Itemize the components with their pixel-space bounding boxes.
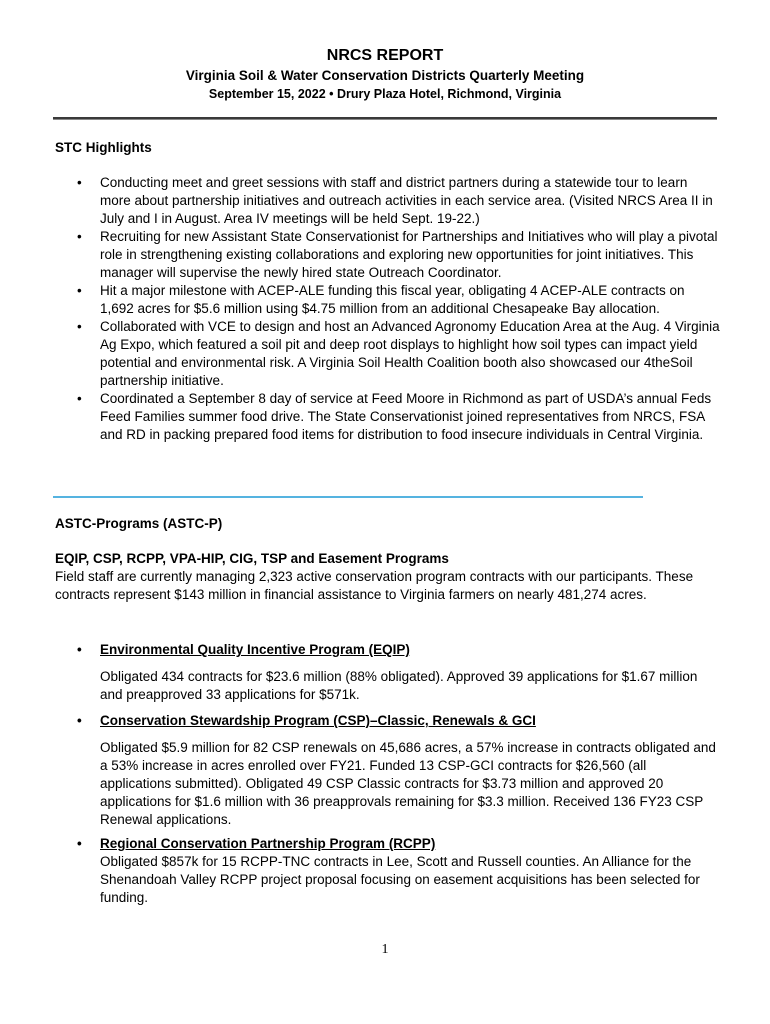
report-title: NRCS REPORT [326, 47, 444, 64]
bullet-icon: • [77, 283, 82, 298]
program-title [55, 641, 720, 659]
list-item-text: Hit a major milestone with ACEP-ALE funding this fiscal year, obligating 4 ACEP-ALE contracts on 1,692 acres for $5.6 million using $4.75 million from an additional Chesapeake Bay allocation. [100, 283, 685, 316]
bullet-icon: • [77, 642, 82, 657]
header-divider-shadow [53, 119, 717, 120]
program-csp [55, 712, 720, 829]
program-text: Obligated 434 contracts for $23.6 million (88% obligated). Approved 39 applications for $1.67 million and preapproved 33 applications for $571k. [100, 669, 698, 702]
program-text: Obligated $5.9 million for 82 CSP renewals on 45,686 acres, a 57% increase in contracts obligated and a 53% increase in acres enrolled over FY21. Funded 13 CSP-GCI contracts for $26,560 (all applications submitted). Obligated 49 CSP Classic contracts for $3.73 million and approved 20 applications for $1.6 million with 36 preapprovals remaining for $3.3 million. Received 136 FY23 CSP Renewal applications. [100, 740, 716, 827]
bullet-icon: • [77, 713, 82, 728]
stc-highlights-list [55, 174, 720, 444]
astc-heading: ASTC-Programs (ASTC-P) [55, 516, 223, 531]
programs-intro: Field staff are currently managing 2,323 active conservation program contracts with our participants. These contracts represent $143 million in financial assistance to Virginia farmers on nearly 481,274 acres. [55, 569, 694, 602]
list-item [55, 174, 720, 228]
list-item-text: Collaborated with VCE to design and host an Advanced Agronomy Education Area at the Aug. 4 Virginia Ag Expo, which featured a soil pit and deep root displays to highlight how soil types can impact yield potential and environmental risk. A Virginia Soil Health Coalition booth also showcased our 4theSoil partnership initiative. [100, 319, 720, 388]
bullet-icon: • [77, 229, 82, 244]
bullet-icon: • [77, 836, 82, 851]
program-title-text: Environmental Quality Incentive Program (EQIP) [100, 642, 410, 657]
program-title-text: Conservation Stewardship Program (CSP)–Classic, Renewals & GCI [100, 713, 536, 728]
program-rcpp [55, 835, 720, 907]
list-item [55, 390, 720, 444]
program-eqip [55, 641, 720, 704]
list-item [55, 228, 720, 282]
report-date-line: September 15, 2022 • Drury Plaza Hotel, Richmond, Virginia [208, 87, 562, 101]
bullet-icon: • [77, 175, 82, 190]
report-subtitle: Virginia Soil & Water Conservation Districts Quarterly Meeting [185, 68, 585, 83]
bullet-icon: • [77, 391, 82, 406]
list-item-text: Recruiting for new Assistant State Conservationist for Partnerships and Initiatives who will play a pivotal role in strengthening existing collaborations and exploring new opportunities for joint initiatives. This manager will supervise the newly hired state Outreach Coordinator. [100, 229, 718, 280]
program-title [55, 712, 720, 730]
list-item [55, 318, 720, 390]
page-number: 1 [381, 942, 389, 957]
program-title-text: Regional Conservation Partnership Program (RCPP) [100, 836, 436, 851]
section-divider [53, 496, 643, 498]
bullet-icon: • [77, 319, 82, 334]
stc-heading: STC Highlights [55, 140, 152, 155]
list-item [55, 282, 720, 318]
list-item-text: Conducting meet and greet sessions with staff and district partners during a statewide tour to learn more about partnership initiatives and outreach activities in each service area. (Visited NRCS Area II in July and I in August. Area IV meetings will be held Sept. 19-22.) [100, 175, 713, 226]
program-title [55, 835, 720, 853]
programs-subheading: EQIP, CSP, RCPP, VPA-HIP, CIG, TSP and Easement Programs [55, 551, 449, 566]
list-item-text: Coordinated a September 8 day of service at Feed Moore in Richmond as part of USDA’s annual Feds Feed Families summer food drive. The State Conservationist joined representatives from NRCS, FSA and RD in packing prepared food items for distribution to food insecure individuals in Central Virginia. [100, 391, 712, 442]
program-text: Obligated $857k for 15 RCPP-TNC contracts in Lee, Scott and Russell counties. An Alliance for the Shenandoah Valley RCPP project proposal focusing on easement acquisitions has been selected for funding. [100, 854, 700, 905]
